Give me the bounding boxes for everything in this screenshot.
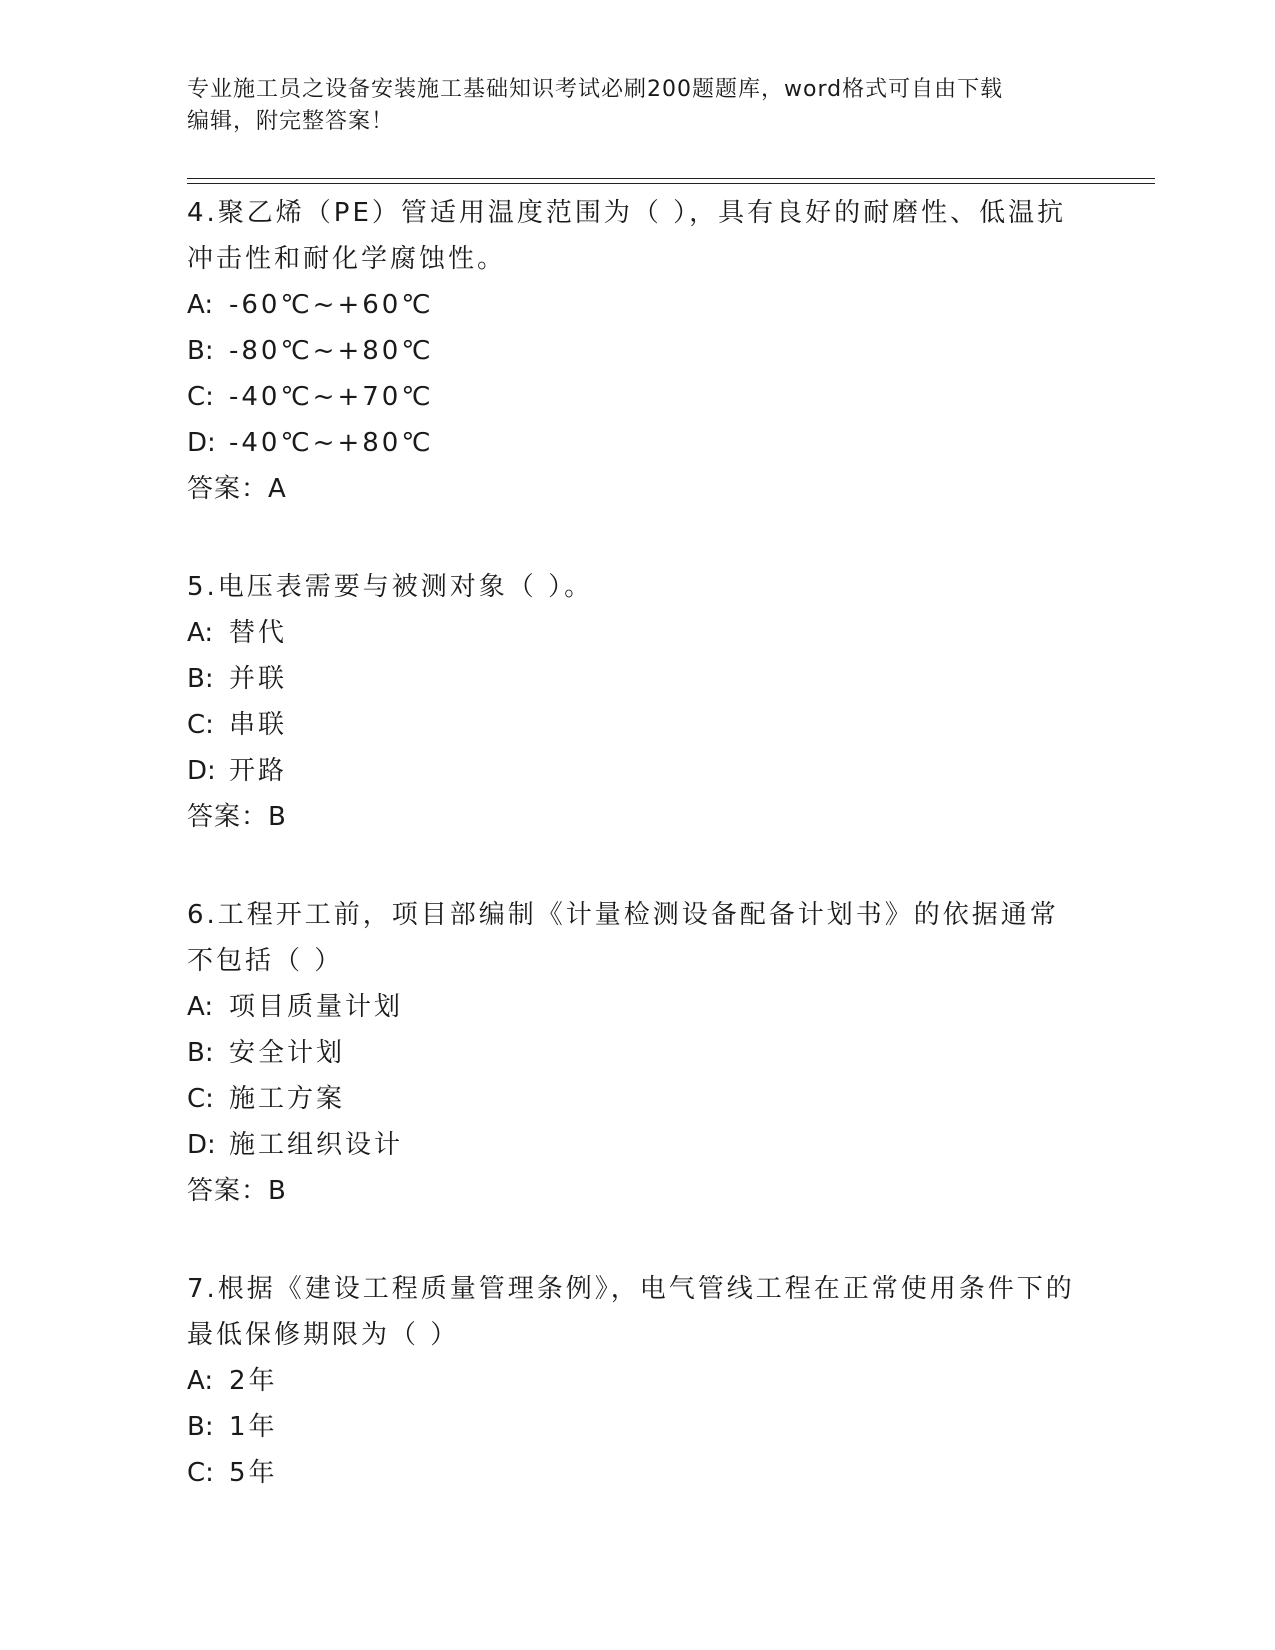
option-text: 项目质量计划	[229, 992, 404, 1022]
option-key: B:	[187, 1412, 214, 1442]
option-a	[187, 282, 1087, 328]
question-item	[187, 564, 1087, 840]
header-divider-top	[187, 178, 1155, 179]
option-text: -60℃~+60℃	[229, 290, 434, 320]
option-key: A:	[187, 1366, 214, 1396]
option-text: 施工方案	[229, 1084, 346, 1114]
option-key: D:	[187, 428, 216, 458]
option-b	[187, 328, 1087, 374]
option-b	[187, 1030, 1087, 1076]
option-b	[187, 1404, 1087, 1450]
option-d	[187, 748, 1087, 794]
option-text: 5年	[229, 1458, 278, 1488]
option-a	[187, 1358, 1087, 1404]
question-item	[187, 1266, 1087, 1496]
option-a	[187, 984, 1087, 1030]
answer-text: 答案：B	[187, 1176, 287, 1206]
option-b	[187, 656, 1087, 702]
option-text: 2年	[229, 1366, 278, 1396]
option-text: 开路	[229, 756, 288, 786]
option-text: -40℃~+70℃	[229, 382, 434, 412]
option-key: C:	[187, 1084, 214, 1114]
header-line-2: 编辑，附完整答案！	[187, 109, 395, 134]
question-list	[187, 190, 1087, 1548]
option-c	[187, 702, 1087, 748]
option-c	[187, 374, 1087, 420]
header-divider-bottom	[187, 183, 1155, 184]
answer-text: 答案：B	[187, 802, 287, 832]
option-key: D:	[187, 756, 216, 786]
option-c	[187, 1076, 1087, 1122]
header-line-1: 专业施工员之设备安装施工基础知识考试必刷200题题库，word格式可自由下载	[187, 77, 1004, 102]
option-text: 并联	[229, 664, 288, 694]
option-text: -40℃~+80℃	[229, 428, 434, 458]
option-text: 施工组织设计	[229, 1130, 404, 1160]
option-key: C:	[187, 382, 214, 412]
question-text: 6.工程开工前，项目部编制《计量检测设备配备计划书》的依据通常不包括（ ）	[187, 900, 1059, 976]
document-header	[187, 74, 1087, 138]
question-text: 5.电压表需要与被测对象（ ）。	[187, 572, 594, 602]
option-d	[187, 420, 1087, 466]
option-text: 串联	[229, 710, 288, 740]
question-text: 7.根据《建设工程质量管理条例》，电气管线工程在正常使用条件下的最低保修期限为（ ）	[187, 1274, 1075, 1350]
option-key: A:	[187, 290, 214, 320]
option-text: 安全计划	[229, 1038, 346, 1068]
option-key: C:	[187, 710, 214, 740]
option-key: A:	[187, 618, 214, 648]
option-key: B:	[187, 336, 214, 366]
question-item	[187, 190, 1087, 512]
option-text: -80℃~+80℃	[229, 336, 434, 366]
option-key: B:	[187, 1038, 214, 1068]
option-text: 1年	[229, 1412, 278, 1442]
option-a	[187, 610, 1087, 656]
option-c	[187, 1450, 1087, 1496]
question-item	[187, 892, 1087, 1214]
answer-text: 答案：A	[187, 474, 287, 504]
option-key: D:	[187, 1130, 216, 1160]
option-d	[187, 1122, 1087, 1168]
option-key: B:	[187, 664, 214, 694]
option-key: A:	[187, 992, 214, 1022]
question-text: 4.聚乙烯（PE）管适用温度范围为（ ），具有良好的耐磨性、低温抗冲击性和耐化学腐蚀性。	[187, 198, 1067, 274]
option-text: 替代	[229, 618, 288, 648]
option-key: C:	[187, 1458, 214, 1488]
